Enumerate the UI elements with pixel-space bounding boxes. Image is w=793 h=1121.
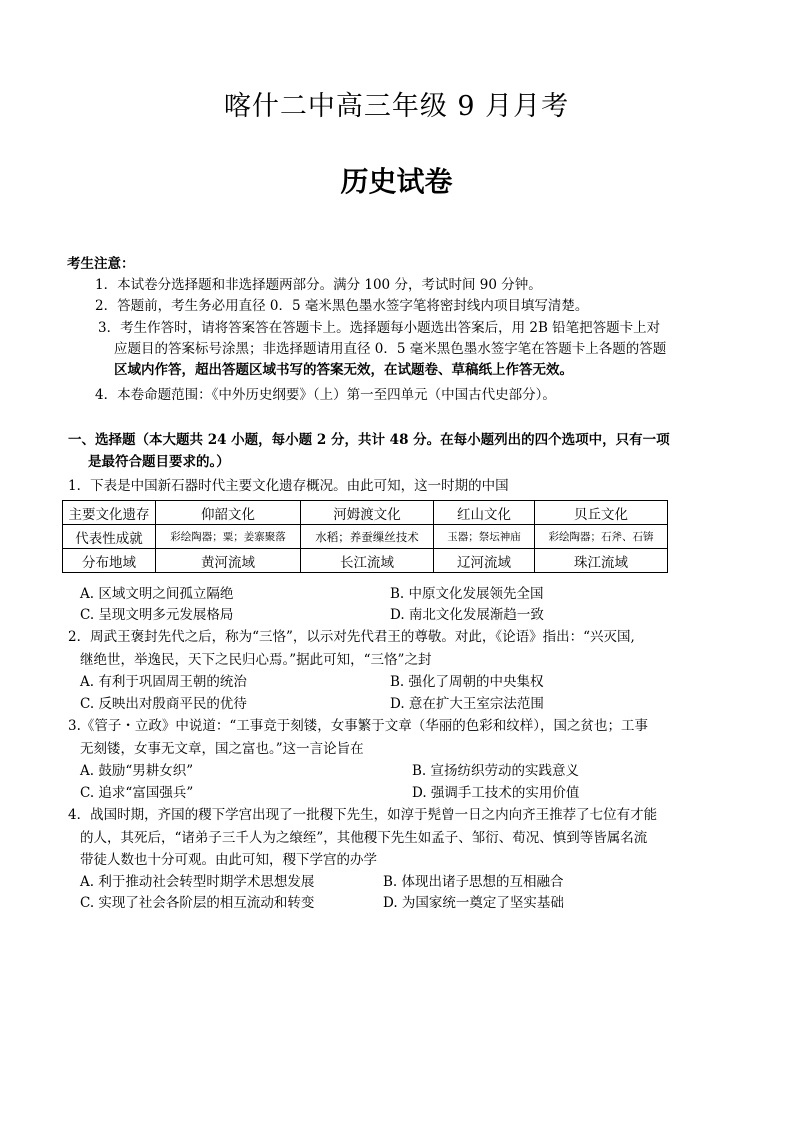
question-2-stem-cont: 继绝世，举逸民，天下之民归心焉。”据此可知，“三恪”之封 [80, 652, 432, 668]
q3-option-b: B. 宣扬纺织劳动的实践意义 [412, 763, 580, 779]
q1-option-b: B. 中原文化发展领先全国 [390, 586, 544, 602]
table-cell: 辽河流域 [434, 549, 535, 573]
section-heading-cont: 是最符合题目要求的。） [88, 454, 230, 470]
notice-item-3: 3．考生作答时，请将答案答在答题卡上。选择题每小题选出答案后，用 2B 铅笔把答题卡上对 [98, 320, 661, 336]
table-cell: 贝丘文化 [535, 501, 668, 525]
table-cell: 彩绘陶器；粟；姜寨聚落 [156, 525, 301, 549]
table-cell: 代表性成就 [63, 525, 156, 549]
q3-option-c: C. 追求“富国强兵” [80, 785, 194, 801]
culture-table [62, 500, 668, 573]
q1-option-c: C. 呈现文明多元发展格局 [80, 607, 234, 623]
q2-option-a: A. 有利于巩固周王朝的统治 [80, 674, 247, 690]
table-cell: 分布地域 [63, 549, 156, 573]
table-cell: 珠江流域 [535, 549, 668, 573]
notice-heading: 考生注意： [67, 256, 135, 272]
table-cell: 主要文化遗存 [63, 501, 156, 525]
table-cell: 玉器；祭坛神庙 [434, 525, 535, 549]
question-3-stem: 3.《管子・立政》中说道：“工事竞于刻镂，女事繁于文章（华丽的色彩和纹样），国之贫也；工事 [68, 718, 649, 734]
q4-option-b: B. 体现出诸子思想的互相融合 [383, 874, 564, 890]
q2-option-c: C. 反映出对殷商平民的优待 [80, 696, 247, 712]
q4-option-a: A. 利于推动社会转型时期学术思想发展 [80, 874, 315, 890]
q2-option-d: D. 意在扩大王室宗法范围 [390, 696, 544, 712]
q2-option-b: B. 强化了周朝的中央集权 [390, 674, 544, 690]
q1-option-d: D. 南北文化发展渐趋一致 [390, 607, 544, 623]
question-4-stem: 4．战国时期，齐国的稷下学宫出现了一批稷下先生，如淳于髡曾一日之内向齐王推荐了七位有才能 [68, 807, 658, 823]
notice-item-1: 1．本试卷分选择题和非选择题两部分。满分 100 分，考试时间 90 分钟。 [95, 277, 542, 293]
notice-item-2: 2．答题前，考生务必用直径 0．5 毫米黑色墨水签字笔将密封线内项目填写清楚。 [95, 298, 589, 314]
section-heading: 一、选择题（本大题共 24 小题，每小题 2 分，共计 48 分。在每小题列出的四个选项中，只有一项 [68, 432, 670, 448]
question-2-stem: 2．周武王褒封先代之后，称为“三恪”，以示对先代君王的尊敬。对此，《论语》指出：“兴灭国, [68, 629, 635, 645]
question-4-stem-cont2: 带徒人数也十分可观。由此可知，稷下学宫的办学 [80, 852, 377, 868]
table-row [63, 525, 668, 549]
q1-option-a: A. 区域文明之间孤立隔绝 [80, 586, 234, 602]
table-cell: 长江流域 [301, 549, 434, 573]
question-3-stem-cont: 无刻镂，女事无文章，国之富也。”这一言论旨在 [80, 741, 364, 757]
table-cell: 河姆渡文化 [301, 501, 434, 525]
q3-option-a: A. 鼓励“男耕女织” [80, 763, 194, 779]
notice-item-3-bold: 区域内作答，超出答题区域书写的答案无效，在试题卷、草稿纸上作答无效。 [114, 362, 573, 378]
exam-subject-title: 历史试卷 [340, 165, 453, 198]
question-4-stem-cont1: 的人，其死后，“诸弟子三千人为之缞绖”，其他稷下先生如孟子、邹衍、荀况、慎到等皆属名流 [80, 830, 648, 846]
q4-option-d: D. 为国家统一奠定了坚实基础 [383, 895, 564, 911]
table-cell: 彩绘陶器；石斧、石锛 [535, 525, 668, 549]
table-cell: 黄河流域 [156, 549, 301, 573]
q4-option-c: C. 实现了社会各阶层的相互流动和转变 [80, 895, 315, 911]
notice-item-4: 4．本卷命题范围：《中外历史纲要》（上）第一至四单元（中国古代史部分）。 [95, 387, 556, 403]
table-cell: 仰韶文化 [156, 501, 301, 525]
exam-title: 喀什二中高三年级 9 月月考 [223, 91, 570, 122]
table-cell: 红山文化 [434, 501, 535, 525]
question-1-stem: 1．下表是中国新石器时代主要文化遗存概况。由此可知，这一时期的中国 [68, 478, 509, 494]
table-row [63, 549, 668, 573]
notice-item-3-cont: 应题目的答案标号涂黑；非选择题请用直径 0．5 毫米黑色墨水签字笔在答题卡上各题的答题 [114, 341, 667, 357]
table-row [63, 501, 668, 525]
q3-option-d: D. 强调手工技术的实用价值 [412, 785, 580, 801]
table-cell: 水稻；养蚕缫丝技术 [301, 525, 434, 549]
